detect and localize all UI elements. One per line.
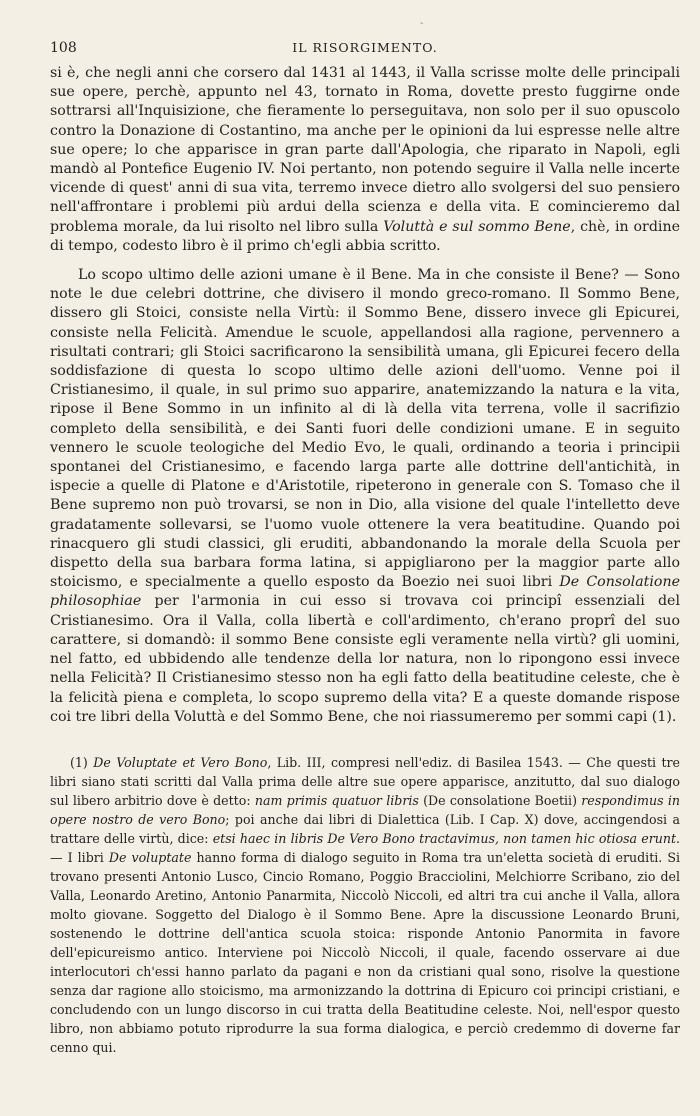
text-run: (De consolatione Boetii) (418, 792, 582, 808)
text-run: ; poi anche dai libri di Dialettica (Lib. I Cap. X) dove, accingendosi a trattare delle virtù, dice: (50, 811, 680, 846)
italic-title: Voluttà e sul sommo Bene (383, 218, 571, 235)
italic-title: De Voluptate et Vero Bono (93, 754, 268, 770)
paragraph (50, 64, 680, 256)
text-run: , chè, in ordine di tempo, codesto libro è il primo ch'egli abbia scritto. (50, 218, 680, 254)
italic-title: etsi haec in libris De Vero Bono tractavimus, non tamen hic otiosa erunt. (212, 830, 681, 846)
italic-title: De voluptate (108, 849, 192, 865)
text-run: (1) (70, 754, 94, 770)
scan-mark: - (420, 18, 424, 29)
italic-title: De Consolatione philosophiae (50, 574, 680, 610)
text-run: per l'armonia in cui esso si trovava coi principî essenziali del Cristianesimo. Ora il Valla, colla libertà e coll'ardimento, ch'erano proprî del suo carattere, si domandò: il sommo Bene consiste egli veramente nella virtù? gli uomini, nel fatto, ed ubbidendo alle tendenze della lor natura, non lo ripongono essi invece nella Felicità? Il Cristianesimo stesso non ha egli fatto della beatitudine celeste, che è la felicità piena e completa, lo scopo supremo della vita? E a queste domande rispose coi tre libri della Voluttà e del Sommo Bene, che noi riassumeremo per sommi capi (1). (50, 593, 680, 725)
text-run: — I libri (50, 849, 109, 865)
text-run: si è, che negli anni che corsero dal 1431 al 1443, il Valla scrisse molte delle principali sue opere, perchè, appunto nel 43, tornato in Roma, dovette presto fuggirne onde sottrarsi all'Inquisizione, che fieramente lo perseguitava, non solo per il suo opuscolo contro la Donazione di Costantino, ma anche per le opinioni da lui espresse nelle altre sue opere; lo che apparisce in gran parte dall'Apologia, che riparato in Napoli, egli mandò al Pontefice Eugenio IV. Noi pertanto, non potendo seguire il Valla nelle incerte vicende di quest' anni di sua vita, terremo invece dietro allo svolgersi del suo pensiero nell'affrontare i problemi più ardui della scienza e della vita. E comincieremo dal problema morale, da lui risolto nel libro sulla (50, 65, 680, 235)
italic-title: respondimus in opere nostro de vero Bono (50, 792, 680, 827)
footnotes (50, 753, 680, 1057)
text-run: , Lib. III, compresi nell'ediz. di Basilea 1543. — Che questi tre libri siano stati scritti dal Valla prima delle altre sue opere apparisce, anzitutto, dal suo dialogo sul libero arbitrio dove è detto: (50, 754, 681, 808)
text-run: hanno forma di dialogo seguito in Roma tra un'eletta società di eruditi. Si trovano presenti Antonio Lusco, Cincio Romano, Poggio Bracciolini, Melchiorre Scribano, zio del Valla, Leonardo Aretino, Antonio Panarmita, Niccolò Niccoli, ed altri tra cui anche il Valla, allora molto giovane. Soggetto del Dialogo è il Sommo Bene. Apre la discussione Leonardo Bruni, sostenendo le dottrine dell'antica scuola stoica: risponde Antonio Panormita in favore dell'epicureismo antico. Interviene poi Niccolò Niccoli, il quale, facendo osservare ai due interlocutori ch'essi hanno parlato da pagani e non da cristiani qual sono, risolve la questione senza dar ragione allo stoicismo, ma armonizzando la dottrina di Epicuro coi principi cristiani, e concludendo con un lungo discorso in cui tratta della Beatitudine celeste. Noi, nell'espor questo libro, non abbiamo potuto riprodurre la sua forma dialogica, e perciò credemmo di doverne far cenno qui. (50, 849, 680, 1055)
italic-title: nam primis quatuor libris (254, 792, 419, 808)
page-number: 108 (50, 40, 77, 56)
running-head: IL RISORGIMENTO. (292, 40, 438, 55)
text-run: Lo scopo ultimo delle azioni umane è il Bene. Ma in che consiste il Bene? — Sono note le due celebri dottrine, che divisero il mondo greco-romano. Il Sommo Bene, dissero gli Stoici, consiste nella Virtù: il Sommo Bene, dissero invece gli Epicurei, consiste nella Felicità. Amendue le scuole, appellandosi alla ragione, pervennero a risultati contrari; gli Stoici sacrificarono la sensibilità umana, gli Epicurei fecero della soddisfazione di questa lo scopo ultimo delle azioni dell'uomo. Venne poi il Cristianesimo, il quale, in sul primo suo apparire, anatemizzando la natura e la vita, ripose il Bene Sommo in un infinito al di là della vita terrena, volle il sacrifizio completo della sensibilità, e dei Santi fuori delle condizioni umane. E in seguito vennero le scuole teologiche del Medio Evo, le quali, ordinando a teoria i principii spontanei del Cristianesimo, e facendo larga parte alle dottrine dell'antichità, in ispecie a quelle di Platone e d'Aristotile, ripeterono in generale con S. Tomaso che il Bene supremo non può trovarsi, se non in Dio, alla visione del quale l'intelletto deve gradatamente sollevarsi, se l'uomo vuole ottenere la vera beatitudine. Quando poi rinacquero gli studi classici, gli eruditi, abbandonando la morale della Scuola per dispetto della sua barbara forma latina, si appigliarono per la maggior parte allo stoicismo, e specialmente a quello esposto da Boezio nei suoi libri (50, 267, 680, 591)
page-header (50, 18, 680, 64)
body-text (50, 64, 680, 727)
footnote (50, 753, 680, 1057)
paragraph (50, 266, 680, 727)
page (50, 18, 681, 1057)
